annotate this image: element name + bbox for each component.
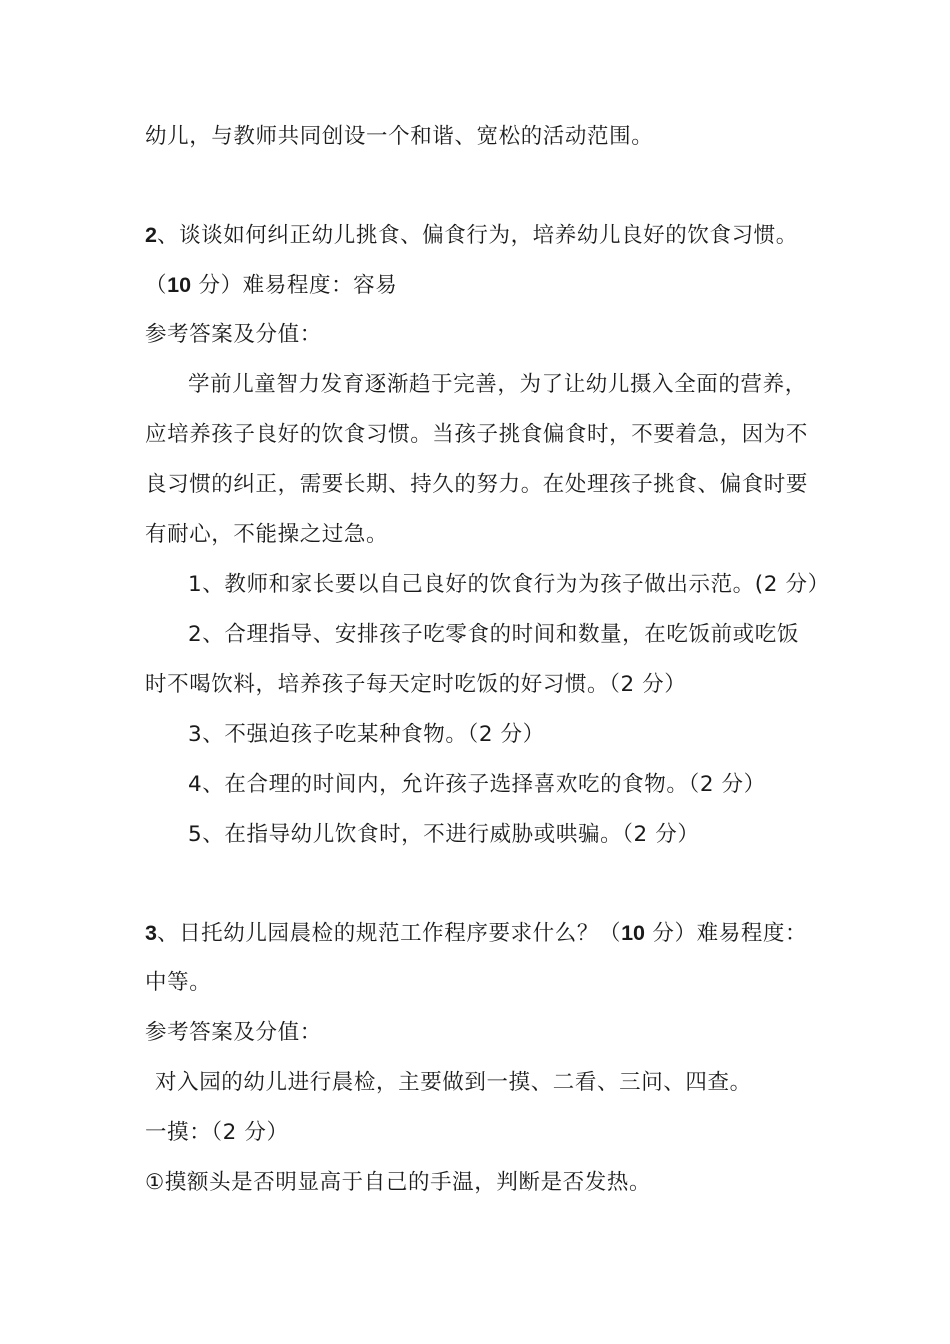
q2-paragraph-line: 良习惯的纠正，需要长期、持久的努力。在处理孩子挑食、偏食时要 <box>145 472 809 497</box>
q2-paragraph-line: 有耐心，不能操之过急。 <box>145 522 389 547</box>
q3-sub-item: ①摸额头是否明显高于自己的手温，判断是否发热。 <box>145 1170 652 1195</box>
q2-score-number: 10 <box>167 273 192 297</box>
q2-number: 2 <box>145 223 157 247</box>
q2-list-item: 4、在合理的时间内，允许孩子选择喜欢吃的食物。（2 分） <box>188 772 766 797</box>
q2-list-item: 3、不强迫孩子吃某种食物。（2 分） <box>188 722 545 747</box>
q2-list-item: 2、合理指导、安排孩子吃零食的时间和数量，在吃饭前或吃饭 <box>188 622 799 647</box>
q2-score <box>145 270 820 301</box>
q2-title-text: 、谈谈如何纠正幼儿挑食、偏食行为，培养幼儿良好的饮食习惯。 <box>156 223 798 248</box>
q3-number: 3 <box>145 921 157 945</box>
q2-list-item: 1、教师和家长要以自己良好的饮食行为为孩子做出示范。(2 分） <box>188 572 830 597</box>
intro-continuation: 幼儿，与教师共同创设一个和谐、宽松的活动范围。 <box>145 124 654 149</box>
q3-title-text: 、日托幼儿园晨检的规范工作程序要求什么？（ <box>156 921 622 946</box>
q2-title <box>145 220 820 251</box>
q2-list-item-cont: 时不喝饮料，培养孩子每天定时吃饭的好习惯。（2 分） <box>145 672 687 697</box>
q3-answer-label: 参考答案及分值： <box>145 1020 322 1045</box>
q2-paragraph-line: 应培养孩子良好的饮食习惯。当孩子挑食偏食时，不要着急，因为不 <box>145 422 809 447</box>
q3-sub-label: 一摸：（2 分） <box>145 1120 289 1145</box>
q3-score-rest: 分）难易程度： <box>645 921 808 946</box>
q2-score-rest: 分）难易程度：容易 <box>191 273 398 298</box>
q3-intro: 对入园的幼儿进行晨检，主要做到一摸、二看、三问、四查。 <box>155 1070 752 1095</box>
q2-paragraph-line: 学前儿童智力发育逐渐趋于完善，为了让幼儿摄入全面的营养， <box>188 372 807 397</box>
q2-list-item: 5、在指导幼儿饮食时，不进行威胁或哄骗。（2 分） <box>188 822 700 847</box>
q3-title-continuation: 中等。 <box>145 970 212 995</box>
q3-score-number: 10 <box>621 921 645 945</box>
q2-answer-label: 参考答案及分值： <box>145 322 322 347</box>
q2-score-open: （ <box>145 273 168 298</box>
q3-title <box>145 918 820 949</box>
